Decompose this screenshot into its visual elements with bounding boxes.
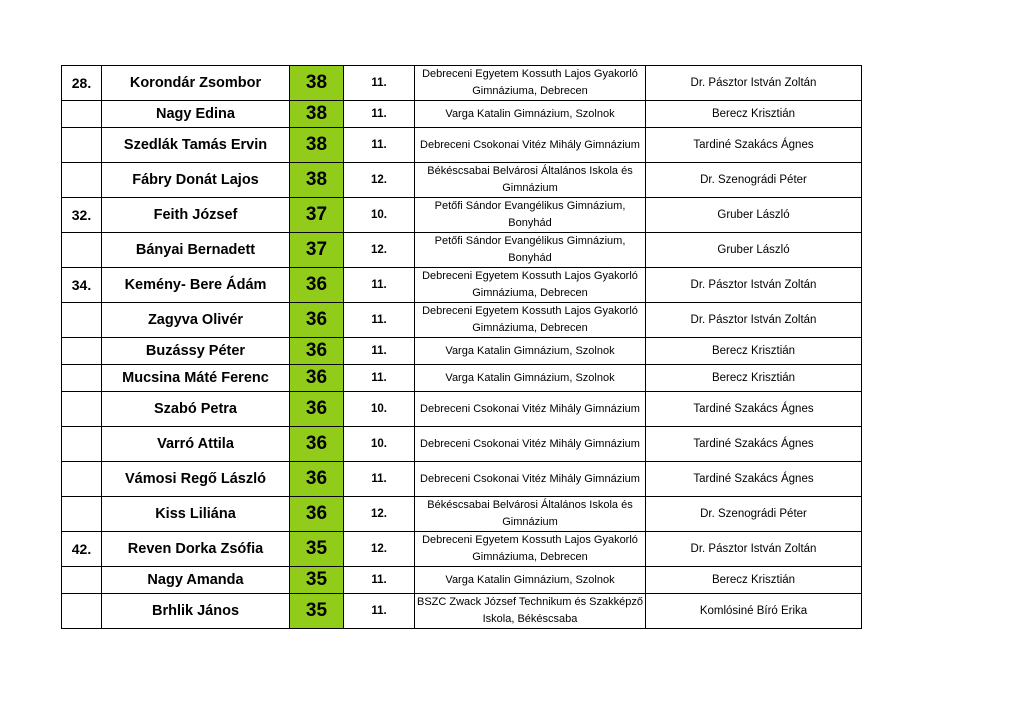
grade-cell: 10. xyxy=(344,198,415,233)
rank-cell: 34. xyxy=(62,268,102,303)
score-cell: 36 xyxy=(290,303,344,338)
score-cell: 38 xyxy=(290,66,344,101)
score-cell: 37 xyxy=(290,233,344,268)
school-cell: Debreceni Csokonai Vitéz Mihály Gimnázium xyxy=(415,462,646,497)
school-cell: Debreceni Egyetem Kossuth Lajos Gyakorló Gimnáziuma, Debrecen xyxy=(415,532,646,567)
grade-cell: 11. xyxy=(344,66,415,101)
grade-cell: 10. xyxy=(344,427,415,462)
grade-cell: 11. xyxy=(344,338,415,365)
rank-cell xyxy=(62,392,102,427)
score-cell: 35 xyxy=(290,594,344,629)
rank-cell xyxy=(62,567,102,594)
teacher-cell: Berecz Krisztián xyxy=(646,101,862,128)
rank-cell xyxy=(62,233,102,268)
school-cell: Debreceni Egyetem Kossuth Lajos Gyakorló Gimnáziuma, Debrecen xyxy=(415,303,646,338)
table-row xyxy=(62,338,862,365)
teacher-cell: Tardiné Szakács Ágnes xyxy=(646,392,862,427)
grade-cell: 11. xyxy=(344,365,415,392)
teacher-cell: Dr. Szenográdi Péter xyxy=(646,497,862,532)
results-table xyxy=(61,65,862,629)
score-cell: 38 xyxy=(290,128,344,163)
table-row xyxy=(62,462,862,497)
student-name-cell: Kemény- Bere Ádám xyxy=(102,268,290,303)
student-name-cell: Vámosi Regő László xyxy=(102,462,290,497)
rank-cell xyxy=(62,128,102,163)
table-row xyxy=(62,268,862,303)
score-cell: 36 xyxy=(290,338,344,365)
grade-cell: 12. xyxy=(344,532,415,567)
student-name-cell: Nagy Amanda xyxy=(102,567,290,594)
teacher-cell: Dr. Szenográdi Péter xyxy=(646,163,862,198)
rank-cell xyxy=(62,163,102,198)
student-name-cell: Bányai Bernadett xyxy=(102,233,290,268)
grade-cell: 11. xyxy=(344,567,415,594)
teacher-cell: Gruber László xyxy=(646,233,862,268)
teacher-cell: Dr. Pásztor István Zoltán xyxy=(646,532,862,567)
teacher-cell: Berecz Krisztián xyxy=(646,365,862,392)
teacher-cell: Berecz Krisztián xyxy=(646,338,862,365)
school-cell: BSZC Zwack József Technikum és Szakképző Iskola, Békéscsaba xyxy=(415,594,646,629)
student-name-cell: Feith József xyxy=(102,198,290,233)
table-row xyxy=(62,233,862,268)
table-row xyxy=(62,198,862,233)
table-row xyxy=(62,532,862,567)
rank-cell: 42. xyxy=(62,532,102,567)
grade-cell: 11. xyxy=(344,303,415,338)
student-name-cell: Kiss Liliána xyxy=(102,497,290,532)
student-name-cell: Nagy Edina xyxy=(102,101,290,128)
table-row xyxy=(62,163,862,198)
grade-cell: 10. xyxy=(344,392,415,427)
school-cell: Debreceni Egyetem Kossuth Lajos Gyakorló Gimnáziuma, Debrecen xyxy=(415,66,646,101)
score-cell: 36 xyxy=(290,462,344,497)
school-cell: Debreceni Egyetem Kossuth Lajos Gyakorló Gimnáziuma, Debrecen xyxy=(415,268,646,303)
table-row xyxy=(62,497,862,532)
table-row xyxy=(62,66,862,101)
student-name-cell: Korondár Zsombor xyxy=(102,66,290,101)
score-cell: 36 xyxy=(290,427,344,462)
teacher-cell: Dr. Pásztor István Zoltán xyxy=(646,303,862,338)
school-cell: Békéscsabai Belvárosi Általános Iskola és Gimnázium xyxy=(415,163,646,198)
teacher-cell: Gruber László xyxy=(646,198,862,233)
score-cell: 36 xyxy=(290,268,344,303)
rank-cell xyxy=(62,101,102,128)
score-cell: 38 xyxy=(290,163,344,198)
score-cell: 36 xyxy=(290,392,344,427)
score-cell: 38 xyxy=(290,101,344,128)
student-name-cell: Szedlák Tamás Ervin xyxy=(102,128,290,163)
teacher-cell: Komlósiné Bíró Erika xyxy=(646,594,862,629)
score-cell: 35 xyxy=(290,532,344,567)
rank-cell xyxy=(62,594,102,629)
grade-cell: 12. xyxy=(344,497,415,532)
grade-cell: 11. xyxy=(344,462,415,497)
rank-cell xyxy=(62,303,102,338)
school-cell: Debreceni Csokonai Vitéz Mihály Gimnázium xyxy=(415,128,646,163)
grade-cell: 11. xyxy=(344,101,415,128)
rank-cell xyxy=(62,462,102,497)
score-cell: 36 xyxy=(290,497,344,532)
school-cell: Varga Katalin Gimnázium, Szolnok xyxy=(415,101,646,128)
student-name-cell: Mucsina Máté Ferenc xyxy=(102,365,290,392)
table-row xyxy=(62,392,862,427)
results-table-body xyxy=(62,66,862,629)
student-name-cell: Zagyva Olivér xyxy=(102,303,290,338)
score-cell: 35 xyxy=(290,567,344,594)
teacher-cell: Dr. Pásztor István Zoltán xyxy=(646,268,862,303)
grade-cell: 11. xyxy=(344,268,415,303)
rank-cell xyxy=(62,365,102,392)
table-row xyxy=(62,594,862,629)
rank-cell xyxy=(62,338,102,365)
teacher-cell: Dr. Pásztor István Zoltán xyxy=(646,66,862,101)
teacher-cell: Tardiné Szakács Ágnes xyxy=(646,128,862,163)
school-cell: Debreceni Csokonai Vitéz Mihály Gimnázium xyxy=(415,427,646,462)
table-row xyxy=(62,427,862,462)
student-name-cell: Reven Dorka Zsófia xyxy=(102,532,290,567)
table-row xyxy=(62,567,862,594)
school-cell: Varga Katalin Gimnázium, Szolnok xyxy=(415,567,646,594)
score-cell: 37 xyxy=(290,198,344,233)
student-name-cell: Varró Attila xyxy=(102,427,290,462)
table-row xyxy=(62,303,862,338)
teacher-cell: Tardiné Szakács Ágnes xyxy=(646,462,862,497)
school-cell: Debreceni Csokonai Vitéz Mihály Gimnázium xyxy=(415,392,646,427)
table-row xyxy=(62,365,862,392)
rank-cell xyxy=(62,497,102,532)
grade-cell: 12. xyxy=(344,163,415,198)
rank-cell: 32. xyxy=(62,198,102,233)
school-cell: Petőfi Sándor Evangélikus Gimnázium, Bonyhád xyxy=(415,233,646,268)
table-row xyxy=(62,101,862,128)
score-cell: 36 xyxy=(290,365,344,392)
school-cell: Petőfi Sándor Evangélikus Gimnázium, Bonyhád xyxy=(415,198,646,233)
student-name-cell: Brhlik János xyxy=(102,594,290,629)
teacher-cell: Tardiné Szakács Ágnes xyxy=(646,427,862,462)
school-cell: Békéscsabai Belvárosi Általános Iskola és Gimnázium xyxy=(415,497,646,532)
rank-cell: 28. xyxy=(62,66,102,101)
grade-cell: 11. xyxy=(344,128,415,163)
student-name-cell: Fábry Donát Lajos xyxy=(102,163,290,198)
school-cell: Varga Katalin Gimnázium, Szolnok xyxy=(415,338,646,365)
table-row xyxy=(62,128,862,163)
rank-cell xyxy=(62,427,102,462)
student-name-cell: Buzássy Péter xyxy=(102,338,290,365)
school-cell: Varga Katalin Gimnázium, Szolnok xyxy=(415,365,646,392)
grade-cell: 12. xyxy=(344,233,415,268)
student-name-cell: Szabó Petra xyxy=(102,392,290,427)
teacher-cell: Berecz Krisztián xyxy=(646,567,862,594)
grade-cell: 11. xyxy=(344,594,415,629)
